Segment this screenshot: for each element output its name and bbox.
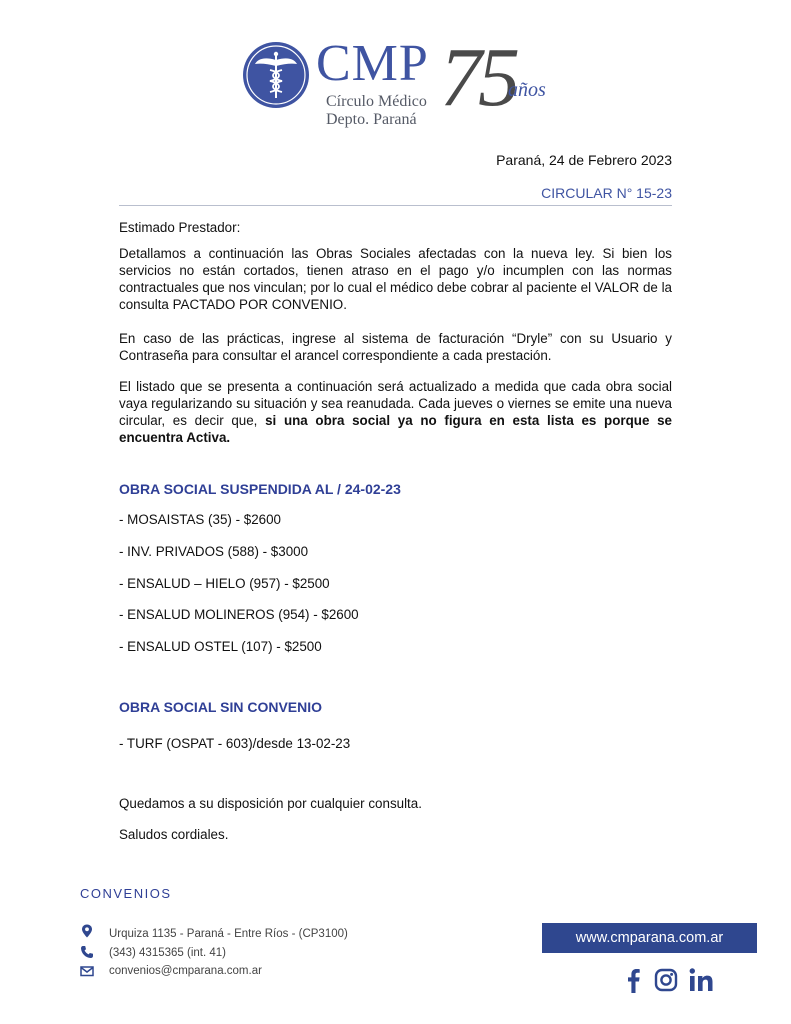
footer-section-title: CONVENIOS <box>80 886 172 901</box>
logo-caduceus-emblem <box>243 42 309 108</box>
logo-subtitle-line1: Círculo Médico <box>326 93 427 110</box>
suspended-item: - ENSALUD MOLINEROS (954) - $2600 <box>119 607 359 622</box>
logo-brand: CMP <box>316 35 429 92</box>
closing-line: Quedamos a su disposición por cualquier consulta. <box>119 796 422 811</box>
suspended-heading: OBRA SOCIAL SUSPENDIDA AL / 24-02-23 <box>119 481 401 497</box>
greeting: Estimado Prestador: <box>119 220 241 235</box>
caduceus-icon <box>243 42 309 108</box>
logo-subtitle-line2: Depto. Paraná <box>326 111 417 128</box>
linkedin-icon[interactable] <box>688 966 714 994</box>
document-date: Paraná, 24 de Febrero 2023 <box>496 152 672 168</box>
paragraph-practices: En caso de las prácticas, ingrese al sistema de facturación “Dryle” con su Usuario y Contraseña para consultar el arancel correspondiente a cada prestación. <box>119 331 672 363</box>
paragraph-list-info <box>119 378 672 446</box>
logo-anniversary-number: 75 <box>440 31 516 124</box>
paragraph-list-info-bold: si una obra social ya no figura en esta lista es porque se encuentra Activa. <box>119 413 673 445</box>
footer-phone: (343) 4315365 (int. 41) <box>109 947 226 959</box>
map-pin-icon <box>80 924 94 938</box>
paragraph-intro: Detallamos a continuación las Obras Sociales afectadas con la nueva ley. Si bien los servicios no están cortados, tienen atraso en el pago y/o incumplen con las normas contractuales que nos vinculan; por lo cual el médico debe cobrar al paciente el VALOR de la consulta PACTADO POR CONVENIO. <box>119 246 672 312</box>
no-agreement-heading: OBRA SOCIAL SIN CONVENIO <box>119 699 323 715</box>
footer-email-link[interactable]: convenios@cmparana.com.ar <box>109 965 262 977</box>
suspended-item: - INV. PRIVADOS (588) - $3000 <box>119 544 309 559</box>
mail-icon <box>80 964 94 978</box>
suspended-item: - MOSAISTAS (35) - $2600 <box>119 512 281 527</box>
no-agreement-item: - TURF (OSPAT - 603)/desde 13-02-23 <box>119 736 351 751</box>
website-link[interactable]: www.cmparana.com.ar <box>542 923 757 953</box>
header-divider <box>119 205 672 206</box>
footer-address: Urquiza 1135 - Paraná - Entre Ríos - (CP3100) <box>109 928 348 940</box>
logo-anniversary-word: años <box>508 79 546 101</box>
phone-icon <box>80 945 94 959</box>
circular-number: CIRCULAR N° 15-23 <box>541 185 672 201</box>
paragraph-list-info-text: El listado que se presenta a continuación será actualizado a medida que cada obra social vaya regularizando su situación y sea reanudada. Cada jueves o viernes se emite una nueva circular, es decir que, <box>119 379 672 428</box>
suspended-item: - ENSALUD – HIELO (957) - $2500 <box>119 576 330 591</box>
instagram-icon[interactable] <box>654 968 678 992</box>
suspended-item: - ENSALUD OSTEL (107) - $2500 <box>119 639 322 654</box>
closing-signoff: Saludos cordiales. <box>119 827 229 842</box>
facebook-icon[interactable] <box>622 966 644 994</box>
